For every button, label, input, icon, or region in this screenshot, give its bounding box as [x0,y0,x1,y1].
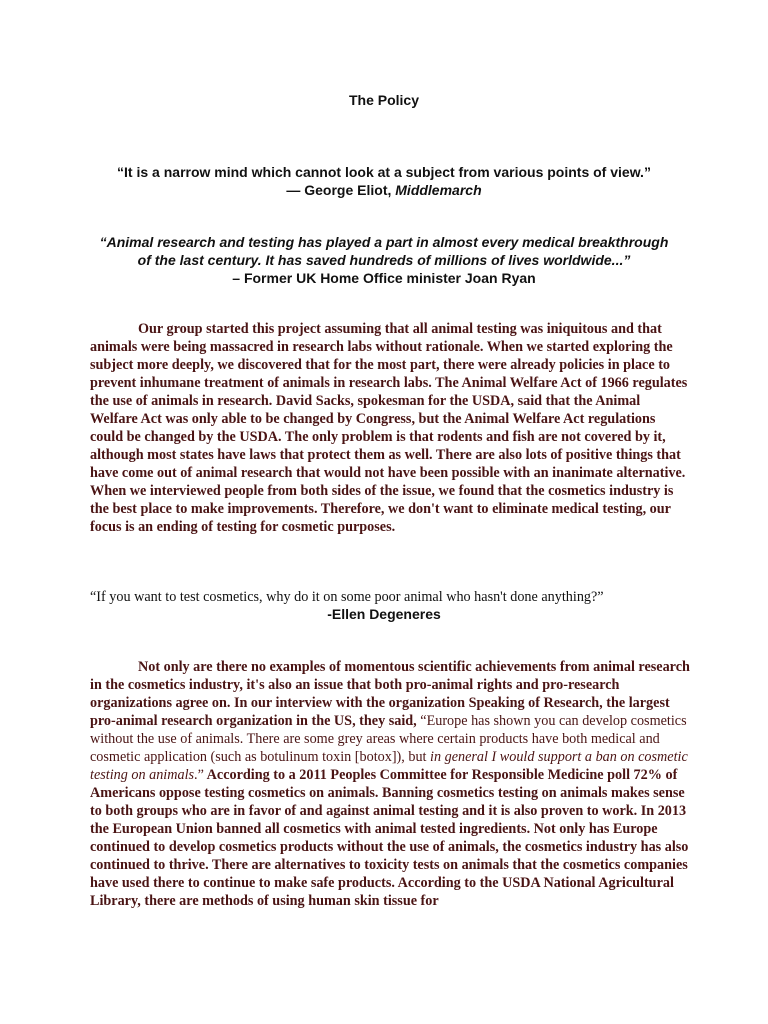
paragraph-segment: “Europe has shown you can develop cosmetics without the use of animals. There are some grey areas where certain products have both medical and cosmetic application (such as botulinum toxin [botox]), but [90,713,687,765]
attribution-author: — George Eliot, [286,182,396,198]
ellen-degeneres-quote: “If you want to test cosmetics, why do it on some poor animal who hasn't done anything?” [90,589,604,605]
joan-ryan-quote [96,233,672,287]
paragraph-text: Our group started this project assuming that all animal testing was iniquitous and that animals were being massacred in research labs without rationale. When we started exploring the subject more deeply, we discovered that for the most part, there were already policies in place to prevent inhumane treatment of animals in research labs. The Animal Welfare Act of 1966 regulates the use of animals in research. David Sacks, spokesman for the USDA, said that the Animal Welfare Act was only able to be changed by Congress, but the Animal Welfare Act regulations could be changed by the USDA. The only problem is that rodents and fish are not covered by it, although most states have laws that protect them as well. There are also lots of positive things that have come out of animal research that would not have been possible with an inanimate alternative. When we interviewed people from both sides of the issue, we found that the cosmetics industry is the best place to make improvements. Therefore, we don't want to eliminate medical testing, our focus is an ending of testing for cosmetic purposes. [90,321,688,535]
quote-attribution: – Former UK Home Office minister Joan Ryan [232,270,536,286]
paragraph-segment: According to a 2011 Peoples Committee for Responsible Medicine poll 72% of Americans oppose testing cosmetics on animals. Banning cosmetics testing on animals makes sense to both groups who are in favor of and against animal testing and it is also proven to work. In 2013 the European Union banned all cosmetics with animal tested ingredients. Not only has Europe continued to develop cosmetics products without the use of animals, the cosmetics industry has also continued to thrive. There are alternatives to toxicity tests on animals that the cosmetics companies have used there to continue to make safe products. According to the USDA National Agricultural Library, there are methods of using human skin tissue for [90,767,689,909]
paragraph-cosmetics [90,658,690,910]
george-eliot-quote [96,163,672,199]
paragraph-intro [90,320,690,536]
attribution-work: Middlemarch [395,182,482,198]
paragraph-segment: .” [194,767,204,783]
quote-text: “Animal research and testing has played a part in almost every medical breakthrough of the last century. It has saved hundreds of millions of lives worldwide...” [99,234,669,268]
quote-attribution [96,181,672,199]
paragraph-text [90,658,690,910]
quote-text: “It is a narrow mind which cannot look at a subject from various points of view.” [117,164,651,180]
paragraph-segment: Not only are there no examples of momentous scientific achievements from animal research in the cosmetics industry, it's also an issue that both pro-animal rights and pro-research organizations agree on. In our interview with the organization Speaking of Research, the largest pro-animal research organization in the US, they said, [90,659,690,729]
page-title: The Policy [348,92,420,108]
paragraph-segment: in general I would support a ban on cosmetic testing on animals [90,749,688,783]
quote-attribution: -Ellen Degeneres [327,606,441,622]
